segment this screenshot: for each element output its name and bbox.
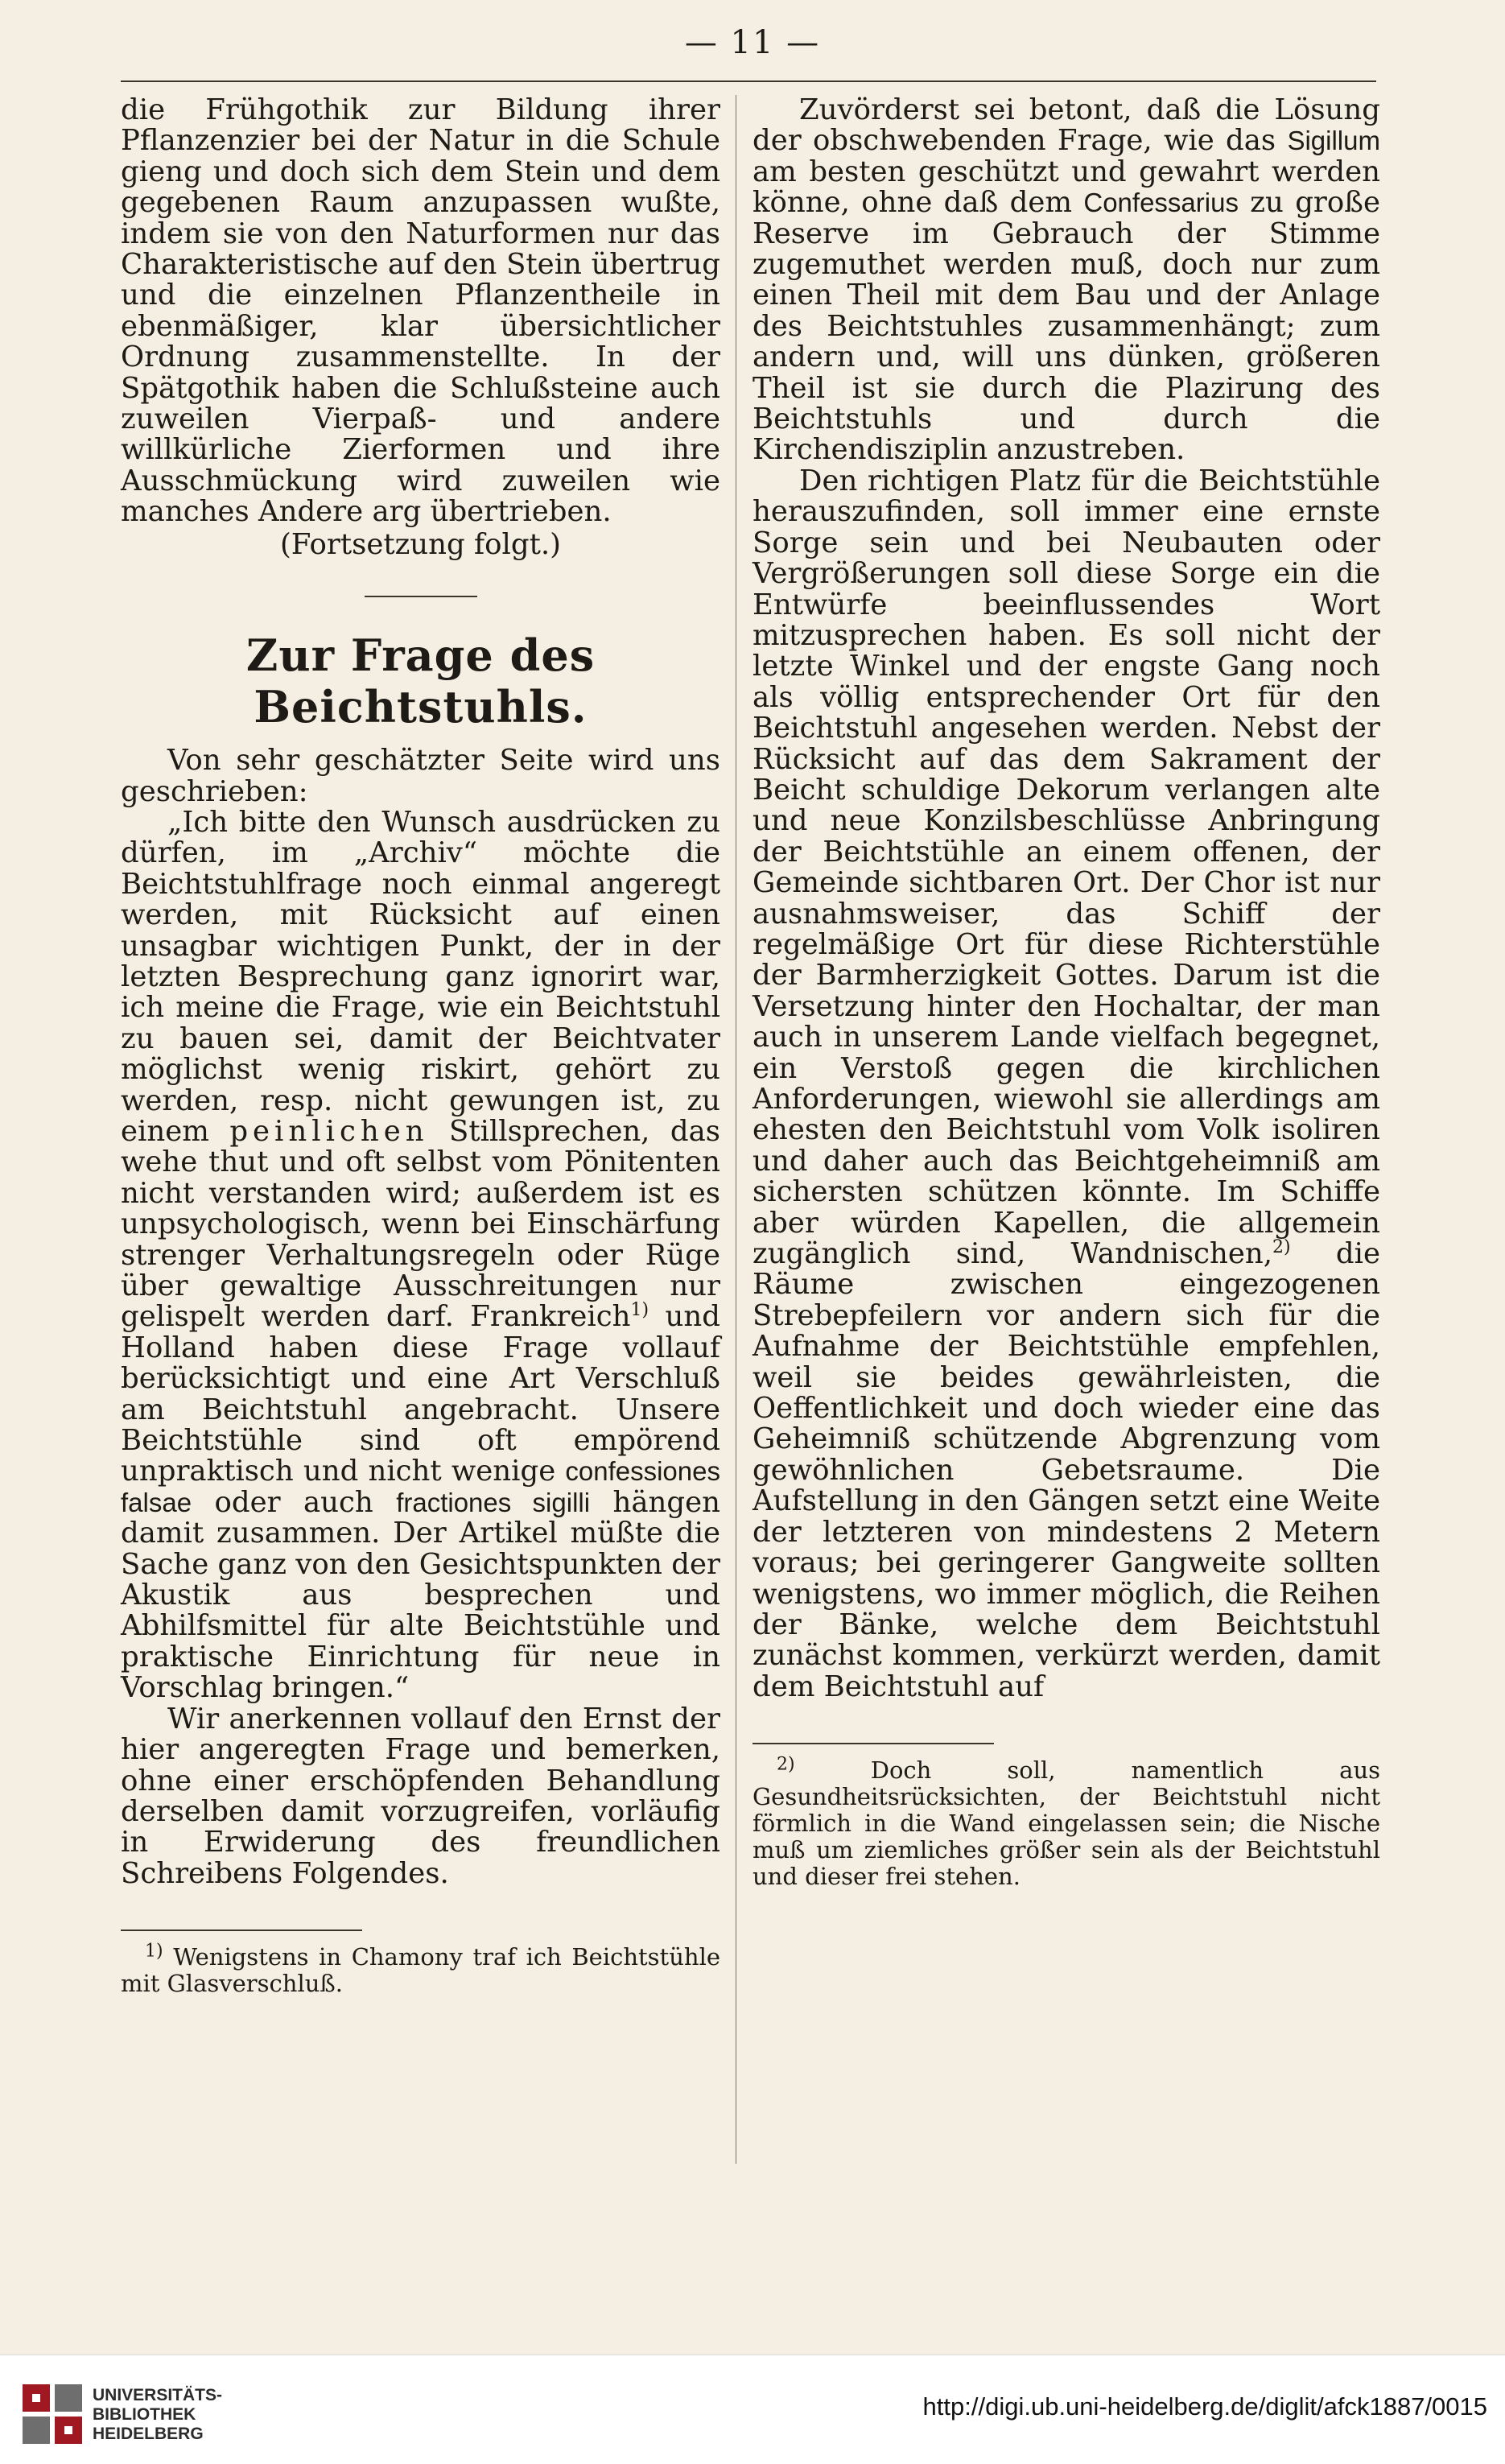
footnote-rule (121, 1930, 362, 1931)
spaced-word: peinlichen (229, 1114, 429, 1148)
text-run: Den richtigen Platz für die Beichtstühle herauszufinden, soll immer eine ernste Sorge sein und bei Neubauten oder Vergrößerungen soll diese Sorge ein die Entwürfe beeinflussendes Wort mitzusprechen haben. Es soll nicht der letzte Winkel und der engste Gang noch als völlig entsprechender Ort für den Beichtstuhl angesehen werden. Nebst der Rücksicht auf das dem Sakrament der Beicht schuldige Dekorum verlangen alte und neue Konzilsbeschlüsse Anbringung der Beichtstühle an einem offenen, der Gemeinde sichtbaren Ort. Der Chor ist nur ausnahmsweiser, das Schiff der regelmäßige Ort für diese Richterstühle der Barmherzigkeit Gottes. Darum ist die Versetzung hinter den Hochaltar, der man auch in unserem Lande vielfach begegnet, ein Verstoß gegen die kirchlichen Anforderungen, wiewohl sie allerdings am ehesten den Beichtstuhl vom Volk isoliren und daher auch das Beichtgeheimniß am sichersten schützen könnte. Im Schiffe aber würden Kapellen, die allgemein zugänglich sind, Wandnischen, (752, 464, 1380, 1271)
source-url[interactable]: http://digi.ub.uni-heidelberg.de/diglit/afck1887/0015 (922, 2392, 1487, 2421)
latin-term: Confessarius (1083, 188, 1239, 218)
footnote-1 (121, 1941, 721, 1998)
library-name-line: HEIDELBERG (93, 2425, 204, 2443)
library-name (93, 2386, 222, 2444)
continued-note: (Fortsetzung folgt.) (279, 527, 562, 561)
footnote-rule (752, 1743, 994, 1744)
header-rule (121, 80, 1376, 82)
library-name-line: UNIVERSITÄTS- (93, 2386, 223, 2404)
text-run: oder auch (214, 1485, 373, 1519)
left-column (121, 95, 720, 1997)
latin-term: confessiones falsae (121, 1456, 720, 1517)
section-title: Zur Frage des Beichtstuhls. (245, 629, 596, 733)
footnote-text: Doch soll, namentlich aus Gesundheitsrücksichten, der Beichtstuhl nicht förmlich in die Wand eingelassen sein; die Nische muß um ziemliches größer sein als der Beichtstuhl und dieser frei stehen. (752, 1756, 1381, 1891)
latin-term: Sigillum (1287, 126, 1380, 156)
footnote-marker: 2) (777, 1754, 795, 1775)
text-run: hängen damit zusammen. Der Artikel müßte die Sache ganz von den Gesichtspunkten der Akustik aus besprechen und Abhilfsmittel für alte Beichtstühle und praktische Einrichtung für neue in Vorschlag bringen.“ (121, 1485, 720, 1705)
right-paragraph-2 (752, 466, 1380, 1703)
footnote-2 (752, 1754, 1381, 1891)
page-number-header: — 11 — (684, 24, 821, 61)
left-paragraph-1: die Frühgothik zur Bildung ihrer Pflanzenzier bei der Natur in die Schule gieng und doch sich dem Stein und dem gegebenen Raum anzupassen wußte, indem sie von den Naturformen nur das Charakteristische auf den Stein übertrug und die einzelnen Pflanzentheile in ebenmäßiger, klar übersichtlicher Ordnung zusammenstellte. In der Spätgothik haben die Schlußsteine auch zuweilen Vierpaß- und andere willkürliche Zierformen und ihre Ausschmückung wird zuweilen wie manches Andere arg übertrieben. (121, 93, 720, 529)
text-run: „Ich bitte den Wunsch ausdrücken zu dürfen, im „Archiv“ möchte die Beichtstuhlfrage noch einmal angeregt werden, mit Rücksicht auf einen unsagbar wichtigen Punkt, der in der letzten Besprechung ganz ignorirt war, ich meine die Frage, wie ein Beichtstuhl zu bauen sei, damit der Beichtvater möglichst wenig riskirt, gehört zu werden, resp. nicht gewungen ist, zu einem (121, 805, 720, 1148)
text-run: Zuvörderst sei betont, daß die Lösung der obschwebenden Frage, wie das (752, 93, 1380, 158)
latin-term: fractiones sigilli (396, 1487, 591, 1517)
text-run: die Räume zwischen eingezogenen Strebepfeilern vor andern sich für die Aufnahme der Beichtstühle empfehlen, weil sie beides gewährleisten, die Oeffentlichkeit und doch wieder eine das Geheimniß schützende Abgrenzung vom gewöhnlichen Gebetsraume. Die Aufstellung in den Gängen setzt eine Weite der letzteren von mindestens 2 Metern voraus; bei geringerer Gangweite sollten wenigstens, wo immer möglich, die Reihen der Bänke, welche dem Beichtstuhl zunächst kommen, verkürzt werden, damit dem Beichtstuhl auf (752, 1237, 1380, 1703)
text-run: am besten geschützt und gewahrt werden könne, ohne daß dem (752, 155, 1380, 220)
text-run: und Holland haben diese Frage vollauf berücksichtigt und eine Art Verschluß am Beichtstuhl angebracht. Unsere Beichtstühle sind oft empörend unpraktisch und nicht wenige (121, 1300, 720, 1488)
text-run: Stillsprechen, das wehe thut und oft selbst vom Pönitenten nicht verstanden wird; außerdem ist es unpsychologisch, wenn bei Einschärfung strenger Verhaltungsregeln oder Rüge über gewaltige Ausschreitungen nur gelispelt werden darf. Frankreich (121, 1114, 720, 1334)
digitization-footer (0, 2355, 1505, 2464)
right-column (752, 95, 1380, 1890)
library-logo-icon (16, 2378, 89, 2450)
footnote-ref-1: 1) (630, 1300, 649, 1321)
text-run: zu große Reserve im Gebrauch der Stimme zugemuthet werden muß, doch nur zum einen Theil mit dem Bau und der Anlage des Beichtstuhles zusammenhängt; zum andern und, will uns dünken, größeren Theil ist sie durch die Plazirung des Beichtstuhls und durch die Kirchendisziplin anzustreben. (752, 186, 1380, 467)
footnote-ref-2: 2) (1272, 1237, 1291, 1258)
section-divider (365, 596, 477, 597)
library-name-line: BIBLIOTHEK (93, 2405, 196, 2424)
footnote-text: Wenigstens in Chamony traf ich Beichtstühle mit Glasverschluß. (121, 1943, 721, 1998)
right-paragraph-1 (752, 95, 1380, 466)
left-paragraph-2: Von sehr geschätzter Seite wird uns geschrieben: (121, 744, 720, 808)
left-paragraph-4: Wir anerkennen vollauf den Ernst der hier angeregten Frage und bemerken, ohne einer erschöpfenden Behandlung derselben damit vorzugreifen, vorläufig in Erwiderung des freundlichen Schreibens Folgendes. (121, 1702, 720, 1890)
footnote-marker: 1) (145, 1941, 163, 1962)
left-paragraph-3 (121, 807, 720, 1704)
